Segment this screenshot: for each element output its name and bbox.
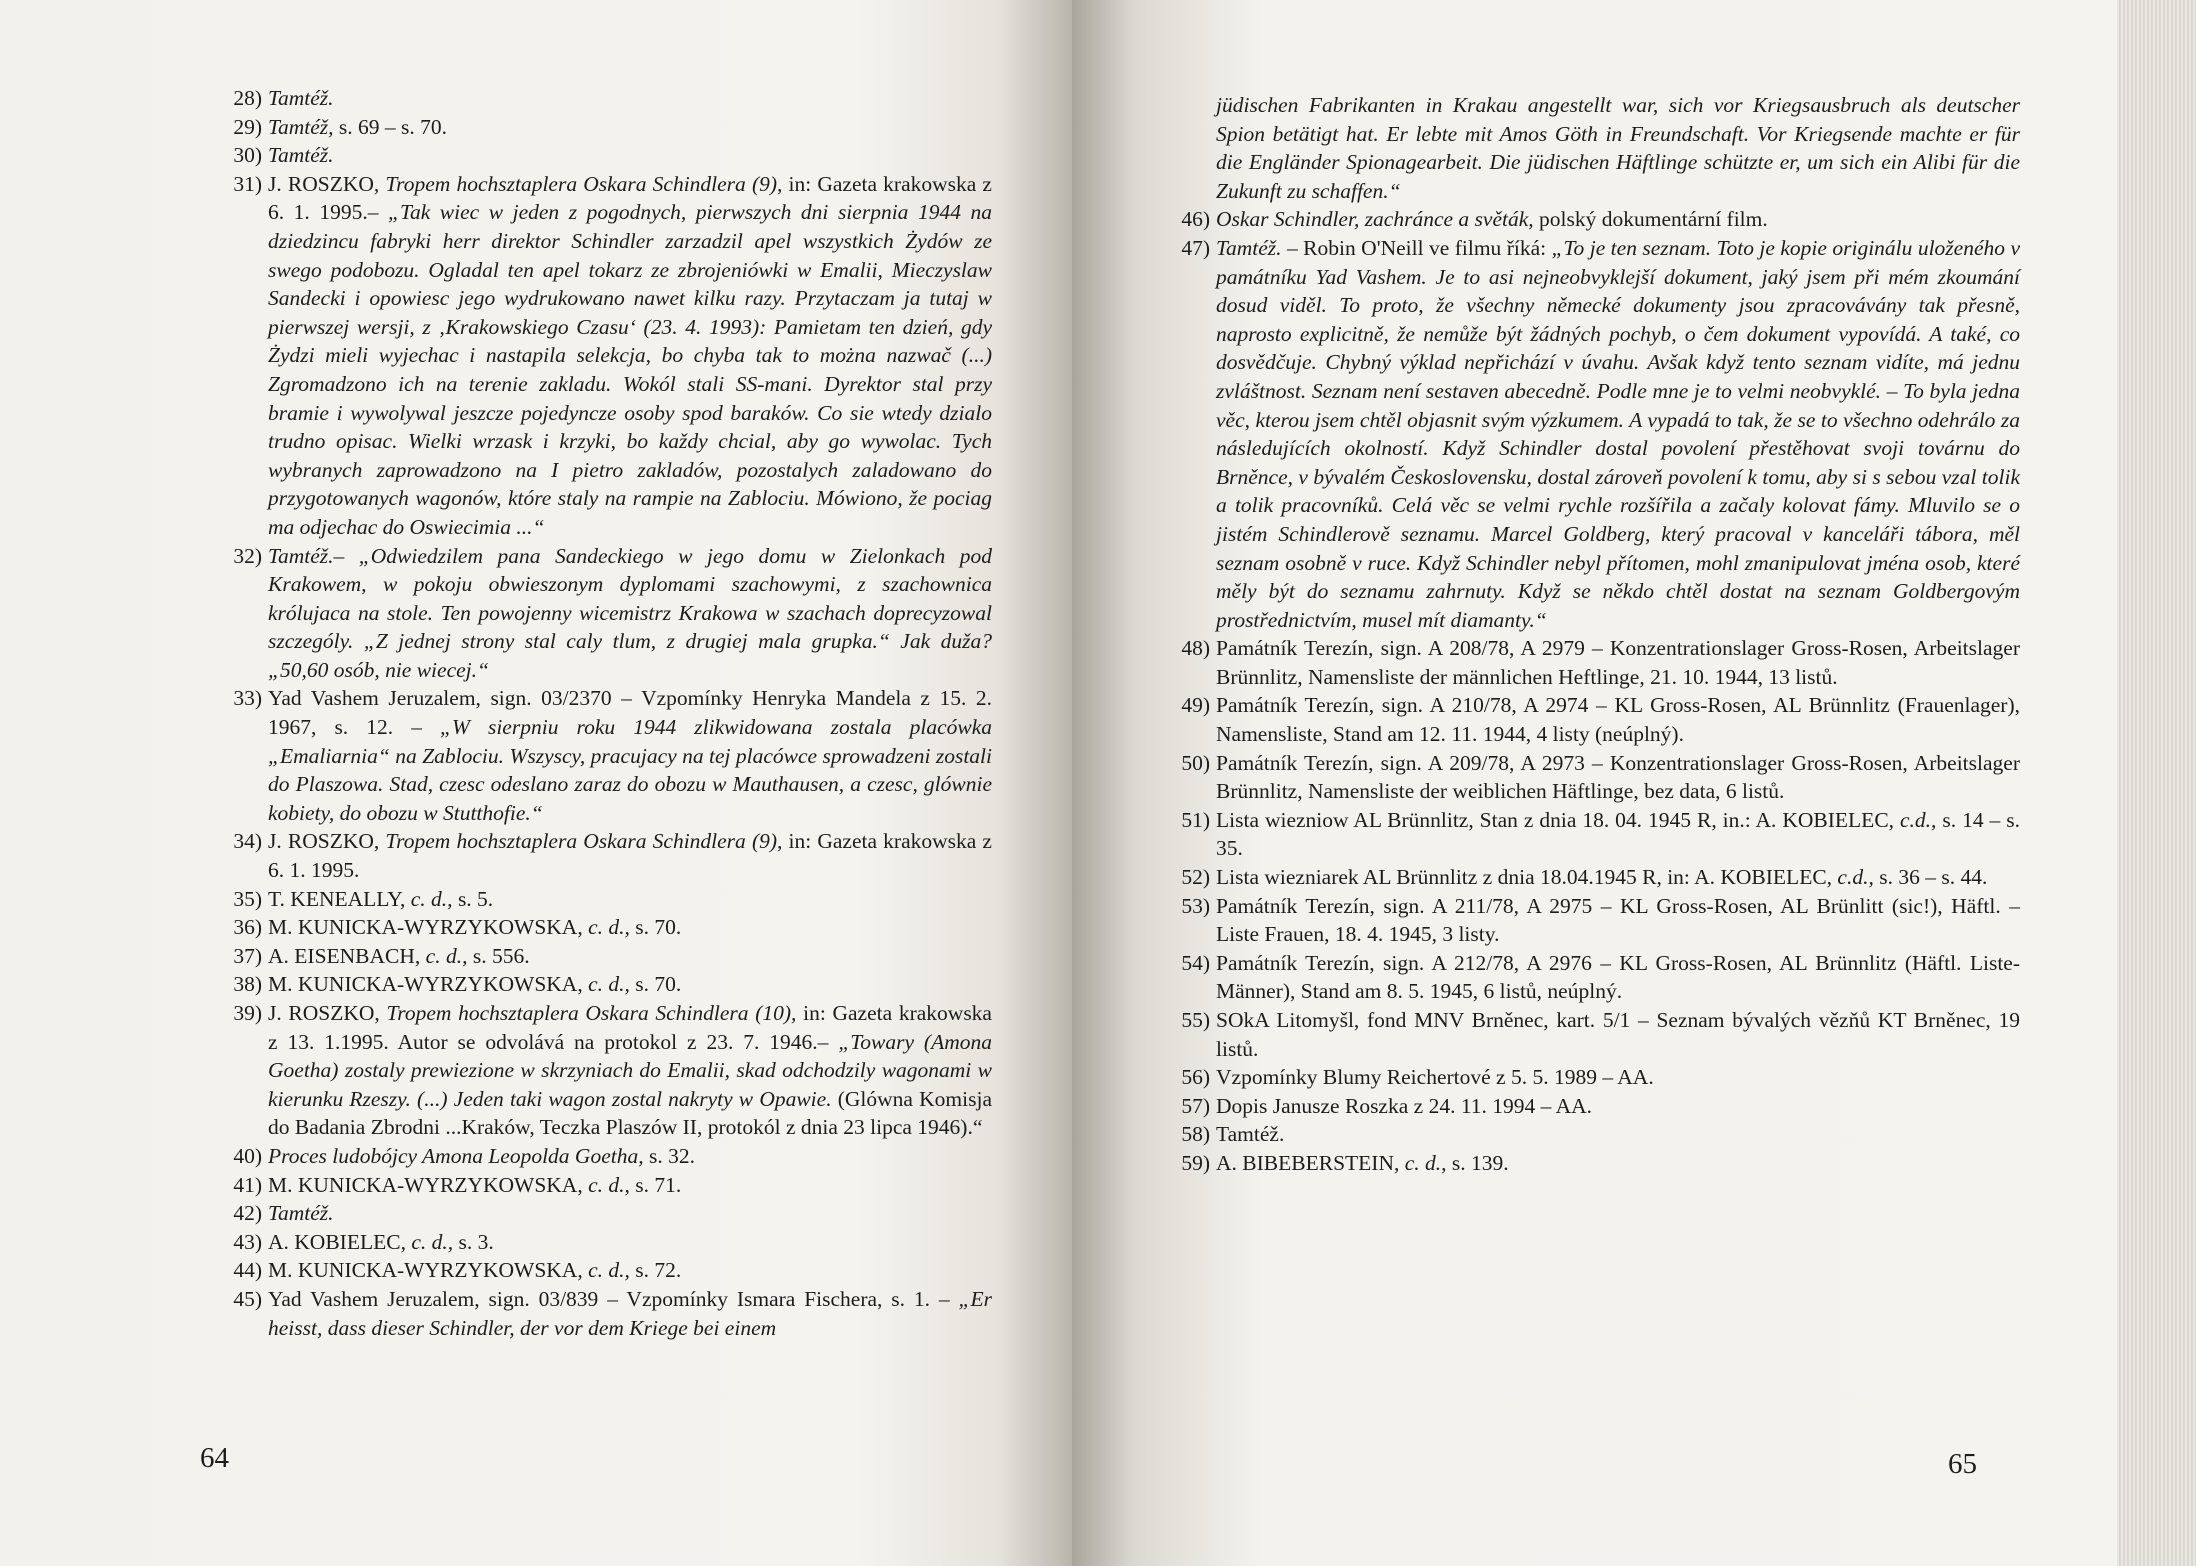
footnote-text-run: c.d., xyxy=(1837,865,1874,890)
footnote-text-run: polský dokumentární film. xyxy=(1533,207,1768,232)
page-number-right: 65 xyxy=(1948,1448,1977,1480)
footnote-text-run: s. 556. xyxy=(467,943,530,968)
footnote xyxy=(210,827,992,884)
footnote xyxy=(210,1142,992,1171)
footnote-text xyxy=(1216,949,2020,1006)
footnote xyxy=(1158,1092,2020,1121)
footnote-text-run: s. 70. xyxy=(629,972,682,997)
footnote-number: 32) xyxy=(233,543,262,568)
footnote-text-run: s. 32. xyxy=(643,1143,695,1168)
footnote-text-run: J. ROSZKO, xyxy=(268,171,386,196)
footnote-number: 28) xyxy=(233,86,262,110)
footnote xyxy=(210,970,992,999)
footnote-text-run: M. KUNICKA-WYRZYKOWSKA, xyxy=(268,1258,589,1283)
footnote-number: 50) xyxy=(1181,750,1210,775)
footnote xyxy=(1158,234,2020,634)
footnote-text xyxy=(268,970,992,999)
footnote xyxy=(1158,634,2020,691)
footnote-text xyxy=(1216,1006,2020,1063)
footnote-text-run: in: Gazeta krakowska z 6. 1. 1995.– xyxy=(268,171,992,225)
footnote-text xyxy=(268,1142,992,1171)
footnote-text-run: Yad Vashem Jeruzalem, sign. 03/839 – Vzpomínky Ismara Fischera, s. 1. – xyxy=(268,1286,959,1311)
footnote-text-run: s. 70. xyxy=(629,915,682,940)
footnote-text xyxy=(268,885,992,914)
footnote-number: 46) xyxy=(1181,207,1210,232)
footnote-text-run: Tamtéž, xyxy=(268,114,334,139)
footnote-number: 37) xyxy=(233,943,262,968)
footnote-text-run: in: Gazeta krakowska z 6. 1. 1995. xyxy=(268,829,992,883)
footnote-text xyxy=(268,827,992,884)
footnote-text-run: s. 36 – s. 44. xyxy=(1873,865,1988,890)
footnote-text-run: Yad Vashem Jeruzalem, sign. 03/2370 – Vzpomínky Henryka Mandela z 15. 2. 1967, s. 12. – xyxy=(268,686,992,740)
right-page xyxy=(1072,0,2117,1566)
footnote-text-run: „Tak wiec w jeden z pogodnych, pierwszych dni sierpnia 1944 na dziedzincu fabryki herr direktor Schindler zarzadzil apel wszystkich Żydów ze swego podobozu. Ogladal ten apel tokarz ze zbrojeniówki w Emalii, Mieczyslaw Sandecki i opowiesc jego wydrukowano nawet kilku razy. Przytaczam ja tutaj w pierwszej wersji, z ‚Krakowskiego Czasu‘ (23. 4. 1993): Pamietam ten dzień, gdy Żydzi mieli wyjechac i nastapila selekcja, bo chyba tak to można nazwač (...) Zgromadzono ich na terenie zakladu. Wokól stali SS-mani. Dyrektor stal przy bramie i wywolywal jeszcze pojedyncze osoby spod baraków. Co sie wtedy dzialo trudno opisac. Wielki wrzask i krzyki, bo každy chcial, aby go wywolac. Tych wybranych zaprowadzono na I pietro zakladów, pozostalych zaladowano do przygotowanych wagonów, które staly na rampie na Zablociu. Mówiono, že pociag ma odjechac do Oswiecimia ...“ xyxy=(268,200,992,539)
footnote-text-run: J. ROSZKO, xyxy=(268,1001,387,1025)
footnote-text xyxy=(268,141,992,170)
footnote-text-run: s. 69 – s. 70. xyxy=(333,114,448,139)
footnote-text xyxy=(1216,691,2020,748)
footnote-number: 40) xyxy=(233,1143,262,1168)
footnote-text xyxy=(268,170,992,542)
footnote-number: 33) xyxy=(233,686,262,711)
footnote-number: 36) xyxy=(233,915,262,940)
footnote-text-run: „W sierpniu roku 1944 zlikwidowana zostala placówka „Emaliarnia“ na Zablociu. Wszyscy, pracujacy na tej placówce sprowadzeni zostali do Plaszowa. Stad, czesc odeslano zaraz do obozu w Mauthausen, a czesc, glównie kobiety, do obozu w Stutthofie.“ xyxy=(268,715,992,825)
footnote-text: jüdischen Fabrikanten in Krakau angestellt war, sich vor Kriegsausbruch als deutscher Spion betätigt hat. Er lebte mit Amos Göth in Freundschaft. Vor Kriegsende machte er für die Engländer Spionagearbeit. Die jüdischen Häftlinge schützte er, um sich ein Alibi für die Zukunft zu schaffen.“ xyxy=(1216,93,2020,203)
footnote xyxy=(1158,806,2020,863)
footnote-number: 52) xyxy=(1181,865,1210,890)
footnote xyxy=(210,141,992,170)
footnote-text-run: s. 71. xyxy=(629,1172,682,1197)
footnote-text-run: Památník Terezín, sign. A 210/78, A 2974 – KL Gross-Rosen, AL Brünnlitz (Frauenlager), Namensliste, Stand am 12. 11. 1944, 4 listy (neúplný). xyxy=(1216,693,2020,747)
footnote-text-run: c. d., xyxy=(588,1258,630,1283)
footnote-text xyxy=(1216,806,2020,863)
footnote-text xyxy=(268,1199,992,1228)
footnote-text xyxy=(268,113,992,142)
footnote-text-run: s. 14 – s. 35. xyxy=(1216,807,2020,861)
footnote-text xyxy=(268,1171,992,1200)
footnote-text xyxy=(1216,863,2020,892)
footnote-text-run: „Towary (Amona Goetha) zostaly prewiezione w skrzyniach do Emalii, skad odchodzily wagonami w kierunku Rzeszy. (...) Jeden taki wagon zostal nakryty w Opawie. xyxy=(268,1029,992,1111)
footnote-text xyxy=(268,684,992,827)
footnote-text-run: Památník Terezín, sign. A 208/78, A 2979 – Konzentrationslager Gross-Rosen, Arbeitslager Brünnlitz, Namensliste der männlichen Heftlinge, 21. 10. 1944, 13 listů. xyxy=(1216,636,2020,689)
footnote xyxy=(1158,892,2020,949)
footnote-text xyxy=(268,1256,992,1285)
footnote xyxy=(210,113,992,142)
footnote-text xyxy=(1216,634,2020,691)
footnote-text-run: „To je ten seznam. Toto je kopie originálu uloženého v památníku Yad Vashem. Je to asi nejneobvyklejší dokument, jaký jsem při mém zkoumání dosud viděl. To proto, že všechny německé dokumenty jsou zpracovávány tak přesně, naprosto explicitně, že nemůže být žádných pochyb, o čem dokument vypovídá. A také, co dosvědčuje. Chybný výklad nepřichází v úvahu. Avšak když tento seznam vidíte, má jednu zvláštnost. Seznam není sestaven abecedně. Podle mne je to velmi neobvyklé. – To byla jedna věc, kterou jsem chtěl objasnit svým výzkumem. A vypadá to tak, že se to všechno odehrálo za následujících okolností. Když Schindler dostal povolení přestěhovat svoji továrnu do Brněnce, v bývalém Československu, dostal zároveň povolení k tomu, aby si s sebou vzal tolik a tolik pracovníků. Celá věc se velmi rychle rozšířila a začaly kolovat fámy. Mluvilo se o jistém Schindlerově seznamu. Marcel Goldberg, který pracoval v kanceláři tábora, měl seznam osobně v ruce. Když Schindler nebyl přítomen, mohl zmanipulovat jména osob, které měly být do seznamu zahrnuty. Když se někdo chtěl dostat na seznam Goldbergovým prostřednictvím, musel mít diamanty.“ xyxy=(1216,235,2020,632)
footnote-text-run: Tropem hochsztaplera Oskara Schindlera (9), xyxy=(385,171,783,196)
footnote-text-run: Tamtéž.– „Odwiedzilem pana Sandeckiego w jego domu w Zielonkach pod Krakowem, w pokoju obwieszonym dyplomami szachowymi, z szachownica królujaca na stole. Ten powojenny wicemistrz Krakowa w szachach doprecyzowal szczególy. „Z jednej strony stal caly tlum, z drugiej mala grupka.“ Jak duža? „50,60 osób, nie wiecej.“ xyxy=(268,543,992,682)
footnote xyxy=(210,84,992,113)
footnote-text-run: Tropem hochsztaplera Oskara Schindlera (9), xyxy=(385,829,783,854)
footnote xyxy=(210,1256,992,1285)
page-block-edge xyxy=(2117,0,2196,1566)
footnote-number: 56) xyxy=(1181,1065,1210,1090)
footnote xyxy=(1158,205,2020,234)
footnote-text-run: SOkA Litomyšl, fond MNV Brněnec, kart. 5/1 – Seznam bývalých vězňů KT Brněnec, 19 listů. xyxy=(1216,1008,2020,1061)
footnote xyxy=(210,1199,992,1228)
footnote-text-run: M. KUNICKA-WYRZYKOWSKA, xyxy=(268,915,589,940)
footnote-text-run: Tamtéž. xyxy=(268,143,334,168)
footnote xyxy=(210,170,992,542)
footnote-text-run: c. d., xyxy=(588,972,630,997)
footnote-text xyxy=(1216,1120,2020,1149)
footnote-text-run: Oskar Schindler, zachránce a světák, xyxy=(1216,207,1534,232)
footnote xyxy=(210,999,992,1142)
footnote-text-run: s. 5. xyxy=(452,886,494,911)
footnote-text-run: J. ROSZKO, xyxy=(268,829,386,854)
footnote-text-run: s. 72. xyxy=(629,1258,682,1283)
footnote-text-run: Tamtéž. xyxy=(1216,1122,1285,1147)
footnote-number: 43) xyxy=(233,1229,262,1254)
footnote-text xyxy=(1216,749,2020,806)
footnote-number: 39) xyxy=(233,1001,262,1025)
left-footnotes xyxy=(210,84,992,1342)
footnote-number: 41) xyxy=(233,1172,262,1197)
footnote-text xyxy=(1216,205,2020,234)
footnote-number: 53) xyxy=(1181,893,1210,918)
footnote-text-run: Památník Terezín, sign. A 212/78, A 2976 – KL Gross-Rosen, AL Brünnlitz (Häftl. Liste-Männer), Stand am 8. 5. 1945, 6 listů, neúplný. xyxy=(1216,950,2020,1004)
right-footnotes xyxy=(1158,91,2020,1178)
footnote-number: 45) xyxy=(233,1286,262,1311)
footnote-text-run: A. EISENBACH, xyxy=(268,943,426,968)
footnote-text-run: – Robin O'Neill ve filmu říká: xyxy=(1281,235,1552,260)
footnote-text-run: Lista wiezniow AL Brünnlitz, Stan z dnia 18. 04. 1945 R, in.: A. KOBIELEC, xyxy=(1216,807,1900,832)
footnote xyxy=(210,542,992,685)
footnote-text-run: Dopis Janusze Roszka z 24. 11. 1994 – AA. xyxy=(1216,1093,1593,1118)
footnote xyxy=(210,684,992,827)
footnote xyxy=(1158,1149,2020,1178)
footnote xyxy=(1158,949,2020,1006)
footnote-text-run: Lista wiezniarek AL Brünnlitz z dnia 18.04.1945 R, in: A. KOBIELEC, xyxy=(1216,865,1838,890)
footnote-text-run: (Glówna Komisja do Badania Zbrodni ...Kraków, Teczka Plaszów II, protokól z dnia 23 lipca 1946).“ xyxy=(268,1086,992,1140)
footnote-text xyxy=(1216,1063,2020,1092)
footnote-number: 31) xyxy=(233,171,262,196)
footnote-text-run: Památník Terezín, sign. A 209/78, A 2973 – Konzentrationslager Gross-Rosen, Arbeitslager Brünnlitz, Namensliste der weiblichen Häftlinge, bez data, 6 listů. xyxy=(1216,750,2020,804)
footnote xyxy=(1158,1006,2020,1063)
footnote-text-run: M. KUNICKA-WYRZYKOWSKA, xyxy=(268,1172,589,1197)
footnote-text xyxy=(1216,1149,2020,1178)
footnote-text xyxy=(268,84,992,113)
footnote-text-run: c. d., xyxy=(588,1172,630,1197)
footnote-continuation xyxy=(1158,91,2020,205)
footnote-number: 34) xyxy=(233,829,262,854)
footnote-number: 59) xyxy=(1181,1150,1210,1175)
footnote-text-run: A. BIBEBERSTEIN, xyxy=(1216,1150,1405,1175)
footnote-text-run: c. d., xyxy=(1404,1150,1447,1175)
footnote-text-run: Tropem hochsztaplera Oskara Schindlera (10), xyxy=(386,1001,797,1025)
footnote-text-run: s. 139. xyxy=(1446,1150,1509,1175)
left-page xyxy=(0,0,1072,1566)
footnote-text xyxy=(268,1228,992,1257)
footnote-text xyxy=(1216,234,2020,634)
footnote-text-run: c. d., xyxy=(425,943,468,968)
footnote-number: 42) xyxy=(233,1201,262,1226)
footnote-number: 57) xyxy=(1181,1093,1210,1118)
footnote-text-run: in: Gazeta krakowska z 13. 1.1995. Autor se odvolává na protokol z 23. 7. 1946.– xyxy=(268,1001,992,1054)
footnote-text-run: T. KENEALLY, xyxy=(268,886,411,911)
footnote-text xyxy=(268,913,992,942)
footnote-text-run: c.d., xyxy=(1900,807,1937,832)
footnote-number: 29) xyxy=(233,114,262,139)
footnote xyxy=(210,942,992,971)
footnote xyxy=(1158,691,2020,748)
footnote-text-run: Proces ludobójcy Amona Leopolda Goetha, xyxy=(268,1143,644,1168)
footnote-text-run: c. d., xyxy=(588,915,630,940)
footnote-text-run: c. d., xyxy=(410,886,453,911)
footnote-text xyxy=(268,942,992,971)
footnote-number: 48) xyxy=(1181,636,1210,661)
footnote xyxy=(210,885,992,914)
footnote-number: 47) xyxy=(1181,235,1210,260)
footnote-number: 54) xyxy=(1181,950,1210,975)
footnote-number: 30) xyxy=(233,143,262,168)
footnote-text xyxy=(268,542,992,685)
footnote xyxy=(1158,1063,2020,1092)
page-number-left: 64 xyxy=(200,1442,229,1474)
footnote-number: 55) xyxy=(1181,1008,1210,1032)
footnote-number xyxy=(1158,91,1216,205)
footnote-text-run: A. KOBIELEC, xyxy=(268,1229,412,1254)
footnote-text-run: Tamtéž. xyxy=(268,1201,334,1226)
footnote-text-run: M. KUNICKA-WYRZYKOWSKA, xyxy=(268,972,589,997)
footnote xyxy=(1158,863,2020,892)
footnote-number: 44) xyxy=(233,1258,262,1283)
footnote-text-run: Tamtéž. xyxy=(268,86,334,110)
footnote-number: 51) xyxy=(1181,807,1210,832)
footnote xyxy=(210,1228,992,1257)
footnote xyxy=(210,913,992,942)
footnote-number: 35) xyxy=(233,886,262,911)
footnote xyxy=(210,1285,992,1342)
footnote xyxy=(1158,1120,2020,1149)
footnote-text-run: „Er heisst, dass dieser Schindler, der vor dem Kriege bei einem xyxy=(268,1286,992,1340)
footnote xyxy=(210,1171,992,1200)
footnote-number: 49) xyxy=(1181,693,1210,718)
footnote-text-run: Tamtéž. xyxy=(1216,235,1282,260)
footnote-text xyxy=(1216,1092,2020,1121)
footnote-text-run: Vzpomínky Blumy Reichertové z 5. 5. 1989 – AA. xyxy=(1216,1065,1654,1090)
footnote-text-run: c. d., xyxy=(411,1229,454,1254)
footnote-text-run: s. 3. xyxy=(453,1229,494,1254)
footnote-number: 38) xyxy=(233,972,262,997)
footnote-text xyxy=(268,1285,992,1342)
footnote-text-run: Památník Terezín, sign. A 211/78, A 2975 – KL Gross-Rosen, AL Brünlitt (sic!), Häftl. – Liste Frauen, 18. 4. 1945, 3 listy. xyxy=(1216,893,2020,947)
footnote-text xyxy=(268,999,992,1142)
footnote-number: 58) xyxy=(1181,1122,1210,1147)
footnote xyxy=(1158,749,2020,806)
footnote-text xyxy=(1216,892,2020,949)
